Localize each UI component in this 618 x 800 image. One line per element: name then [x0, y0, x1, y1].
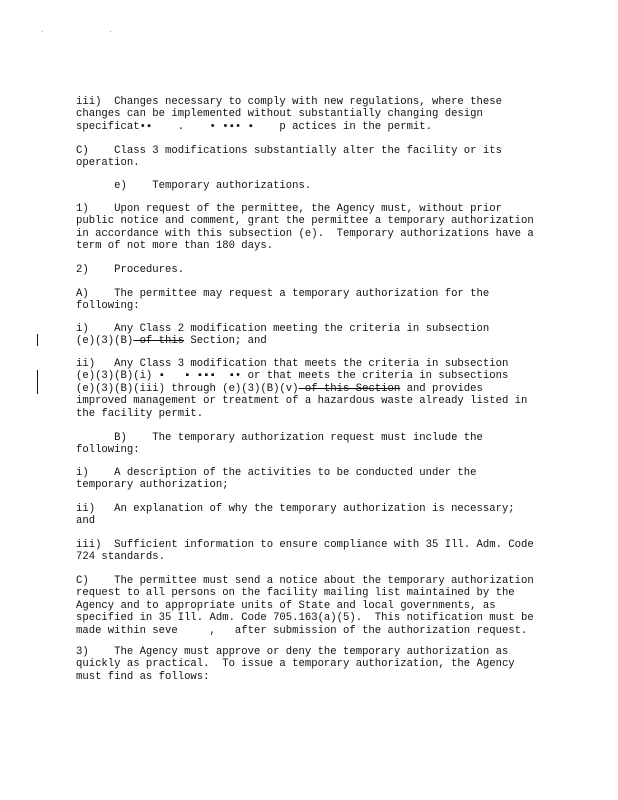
paragraph-3-agency-approve: 3) The Agency must approve or deny the temporary authorization as quickly as practical. To issue a temporary authorization, the Agency must find as follows: — [76, 646, 515, 683]
paragraph-c-notice: C) The permittee must send a notice about the temporary authorization request to all persons on the facility mailing list maintained by the Agency and to appropriate units of State and local governments, as specified in 35 Ill. Adm. Code 705.163(a)(5). This notification must be made within seve , after submission of the authorization request. — [76, 575, 534, 637]
paragraph-i-description: i) A description of the activities to be conducted under the temporary authorization; — [76, 467, 477, 492]
paragraph-1-upon-request: 1) Upon request of the permittee, the Agency must, without prior public notice and comment, grant the permittee a temporary authorization in accordance with this subsection (e). Temporary authorizations have a term of not more than 180 days. — [76, 203, 534, 253]
struck-text: of this Section — [298, 382, 401, 395]
paragraph-b-request-must-include: B) The temporary authorization request must include the following: — [76, 432, 483, 457]
heading-e-temporary-authorizations: e) Temporary authorizations. — [76, 180, 312, 192]
revision-bar — [37, 334, 38, 346]
paragraph-ii-explanation: ii) An explanation of why the temporary authorization is necessary; and — [76, 503, 515, 528]
revision-bar — [37, 370, 38, 394]
paragraph-a-permittee-may-request: A) The permittee may request a temporary authorization for the following: — [76, 288, 490, 313]
paragraph-c-class-3: C) Class 3 modifications substantially alter the facility or its operation. — [76, 145, 502, 170]
scan-specks: . . — [40, 27, 143, 35]
paragraph-iii-new-regulations: iii) Changes necessary to comply with new regulations, where these changes can be implemented without substantially changing design specificat•▪ . • •▪• ▪ p actices in the permit. — [76, 96, 502, 133]
struck-text: of this — [133, 335, 185, 348]
paragraph-i-class-2: i) Any Class 2 modification meeting the criteria in subsection (e)(3)(B) of this Section; and — [76, 323, 490, 348]
paragraph-2-procedures: 2) Procedures. — [76, 264, 185, 276]
paragraph-iii-sufficient-information: iii) Sufficient information to ensure compliance with 35 Ill. Adm. Code 724 standards. — [76, 539, 534, 564]
paragraph-ii-class-3: ii) Any Class 3 modification that meets the criteria in subsection (e)(3)(B)(i) ▪ ▪ ▪▪▪ ▪• or that meets the criteria in subsections (e)(3)(B)(iii) through (e)(3)(B)(v) of this Section and provides improved management or treatment of a hazardous waste already listed in the facility permit. — [76, 358, 528, 420]
